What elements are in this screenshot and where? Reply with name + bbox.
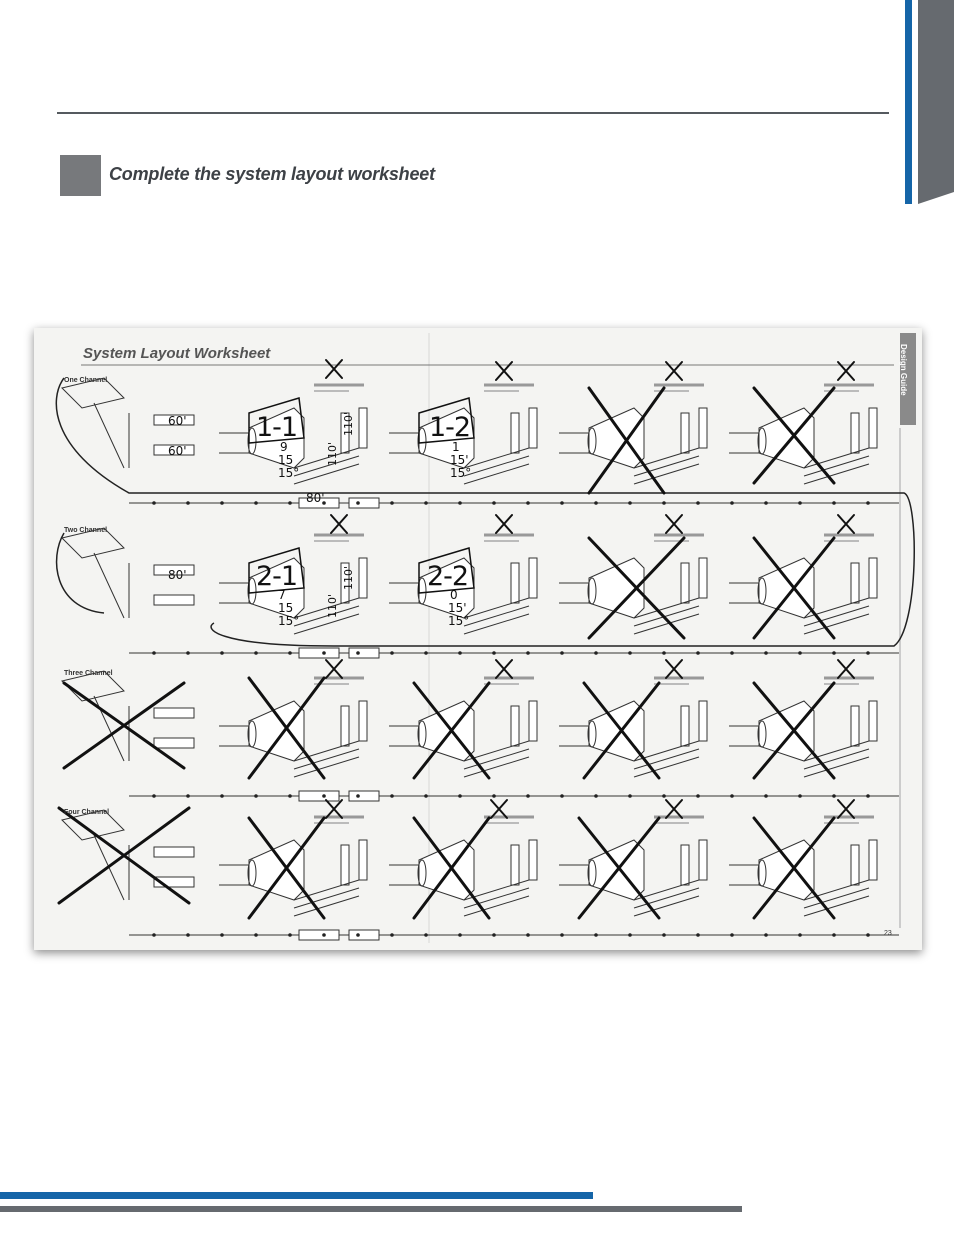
bus-node bbox=[560, 651, 564, 655]
side-accent-bar bbox=[905, 0, 912, 204]
handwritten-ps-length: 110' bbox=[342, 565, 355, 590]
handwritten-box-label: 1-2 bbox=[429, 412, 471, 443]
speaker-outline bbox=[589, 408, 644, 468]
worksheet-title: System Layout Worksheet bbox=[83, 345, 271, 362]
power-supply bbox=[511, 706, 519, 746]
bus-node bbox=[322, 651, 326, 655]
cable-box bbox=[154, 708, 194, 718]
footer-accent-bar bbox=[0, 1192, 593, 1199]
side-tab-notch bbox=[918, 192, 954, 204]
angle-line bbox=[804, 606, 869, 626]
bus-node bbox=[186, 794, 190, 798]
handwritten-value: 0 bbox=[450, 588, 458, 602]
bus-node bbox=[560, 933, 564, 937]
power-supply bbox=[529, 701, 537, 741]
bus-node bbox=[662, 501, 666, 505]
power-supply bbox=[511, 413, 519, 453]
channel-label: Four Channel bbox=[64, 809, 110, 816]
handwritten-value: 1 bbox=[452, 440, 460, 454]
bus-node bbox=[492, 933, 496, 937]
bus-node bbox=[390, 794, 394, 798]
handwritten-value: 15° bbox=[278, 614, 300, 628]
bus-node bbox=[628, 794, 632, 798]
handwritten-ps-length: 110' bbox=[326, 441, 339, 466]
bus-node bbox=[832, 501, 836, 505]
channel-label: Two Channel bbox=[64, 527, 108, 534]
speaker-outline bbox=[759, 701, 814, 761]
power-supply bbox=[869, 408, 877, 448]
bus-node bbox=[356, 933, 360, 937]
bus-node bbox=[220, 651, 224, 655]
bus-node bbox=[492, 501, 496, 505]
handwritten-ps-length: 110' bbox=[326, 593, 339, 618]
bus-node bbox=[866, 933, 870, 937]
bus-node bbox=[390, 933, 394, 937]
bus-node bbox=[322, 794, 326, 798]
cable-loop bbox=[57, 533, 104, 613]
angle-line bbox=[634, 614, 699, 634]
bus-node bbox=[424, 501, 428, 505]
bus-node bbox=[356, 794, 360, 798]
worksheet-photo bbox=[34, 328, 922, 950]
power-supply bbox=[699, 558, 707, 598]
bus-node bbox=[152, 933, 156, 937]
bus-node bbox=[220, 794, 224, 798]
bus-node bbox=[798, 794, 802, 798]
bus-node bbox=[798, 501, 802, 505]
power-supply bbox=[341, 845, 349, 885]
bus-node bbox=[288, 651, 292, 655]
power-supply bbox=[869, 701, 877, 741]
bus-node bbox=[424, 651, 428, 655]
angle-line bbox=[804, 614, 869, 634]
angle-line bbox=[464, 464, 529, 484]
bus-node bbox=[866, 651, 870, 655]
handwritten-value: 15° bbox=[278, 466, 300, 480]
speaker-outline bbox=[589, 701, 644, 761]
power-supply bbox=[359, 701, 367, 741]
speaker-outline bbox=[759, 408, 814, 468]
bus-node bbox=[288, 933, 292, 937]
power-supply bbox=[529, 558, 537, 598]
power-supply bbox=[851, 845, 859, 885]
bus-node bbox=[594, 651, 598, 655]
bus-node bbox=[458, 651, 462, 655]
bus-node bbox=[594, 794, 598, 798]
bus-node bbox=[356, 501, 360, 505]
handwritten-value: 15 bbox=[278, 453, 294, 467]
bus-node bbox=[730, 651, 734, 655]
bus-node bbox=[288, 794, 292, 798]
speaker-outline bbox=[759, 558, 814, 618]
bus-node bbox=[594, 933, 598, 937]
step-marker bbox=[60, 155, 101, 196]
power-supply bbox=[681, 563, 689, 603]
speaker-outline bbox=[419, 701, 474, 761]
bus-node bbox=[220, 933, 224, 937]
bus-node bbox=[322, 933, 326, 937]
bus-node bbox=[254, 933, 258, 937]
power-supply bbox=[869, 840, 877, 880]
power-supply bbox=[681, 413, 689, 453]
bus-node bbox=[696, 651, 700, 655]
bus-node bbox=[730, 933, 734, 937]
bus-node bbox=[492, 794, 496, 798]
handwritten-cable-length: 80' bbox=[306, 491, 325, 505]
bus-node bbox=[764, 933, 768, 937]
power-supply bbox=[851, 413, 859, 453]
cable-box bbox=[349, 791, 379, 801]
power-supply bbox=[341, 706, 349, 746]
cable-box bbox=[154, 595, 194, 605]
handwritten-value: 15° bbox=[448, 614, 470, 628]
handwritten-value: 15' bbox=[448, 601, 467, 615]
bus-node bbox=[390, 501, 394, 505]
handwritten-value: 15° bbox=[450, 466, 472, 480]
bus-node bbox=[764, 501, 768, 505]
bus-node bbox=[458, 501, 462, 505]
worksheet-tab-label: Design Guide bbox=[899, 344, 908, 396]
bus-node bbox=[560, 794, 564, 798]
cable-box bbox=[349, 930, 379, 940]
bus-node bbox=[390, 651, 394, 655]
power-supply bbox=[851, 563, 859, 603]
channel-wire bbox=[94, 553, 124, 618]
power-supply bbox=[359, 408, 367, 448]
bus-node bbox=[662, 933, 666, 937]
cable-box bbox=[349, 648, 379, 658]
power-supply bbox=[681, 706, 689, 746]
handwritten-box-label: 1-1 bbox=[256, 412, 298, 443]
bus-node bbox=[730, 501, 734, 505]
angle-line bbox=[634, 606, 699, 626]
handwritten-value: 9 bbox=[280, 440, 288, 454]
power-supply bbox=[699, 408, 707, 448]
angle-line bbox=[804, 896, 869, 916]
power-supply bbox=[851, 706, 859, 746]
bus-node bbox=[764, 794, 768, 798]
bus-node bbox=[288, 501, 292, 505]
bus-node bbox=[186, 933, 190, 937]
bus-node bbox=[696, 501, 700, 505]
speaker-outline bbox=[249, 701, 304, 761]
power-supply bbox=[699, 840, 707, 880]
bus-node bbox=[254, 501, 258, 505]
angle-line bbox=[464, 614, 529, 634]
bus-node bbox=[696, 933, 700, 937]
handwritten-ps-length: 110' bbox=[342, 411, 355, 436]
bus-node bbox=[526, 651, 530, 655]
bus-node bbox=[492, 651, 496, 655]
power-supply bbox=[869, 558, 877, 598]
bus-node bbox=[356, 651, 360, 655]
speaker-outline bbox=[249, 840, 304, 900]
angle-line bbox=[294, 896, 359, 916]
cable-box bbox=[154, 847, 194, 857]
angle-line bbox=[294, 757, 359, 777]
handwritten-value: 7 bbox=[278, 588, 286, 602]
cable-box bbox=[154, 738, 194, 748]
handwritten-cable-length: 80' bbox=[168, 568, 187, 582]
angle-line bbox=[804, 464, 869, 484]
angle-line bbox=[464, 606, 529, 626]
cable-box bbox=[349, 498, 379, 508]
handwritten-box-label: 2-1 bbox=[256, 561, 298, 592]
channel-wire bbox=[94, 403, 124, 468]
worksheet-page-number: 23 bbox=[884, 930, 892, 937]
power-supply bbox=[359, 840, 367, 880]
bus-node bbox=[628, 933, 632, 937]
bus-node bbox=[628, 501, 632, 505]
bus-node bbox=[152, 651, 156, 655]
power-supply bbox=[529, 408, 537, 448]
bus-node bbox=[628, 651, 632, 655]
handwritten-value: 15 bbox=[278, 601, 294, 615]
bus-node bbox=[186, 651, 190, 655]
bus-node bbox=[152, 501, 156, 505]
bus-node bbox=[662, 794, 666, 798]
side-tab bbox=[918, 0, 954, 204]
bus-node bbox=[424, 794, 428, 798]
bus-node bbox=[798, 933, 802, 937]
angle-line bbox=[464, 456, 529, 476]
bus-node bbox=[696, 794, 700, 798]
angle-line bbox=[804, 757, 869, 777]
bus-node bbox=[458, 933, 462, 937]
handwritten-box-label: 2-2 bbox=[427, 561, 469, 592]
bus-node bbox=[866, 501, 870, 505]
bus-node bbox=[424, 933, 428, 937]
handwritten-cable-length: 60' bbox=[168, 414, 187, 428]
cable-box bbox=[299, 930, 339, 940]
cable-box bbox=[299, 648, 339, 658]
cable-box bbox=[299, 791, 339, 801]
power-supply bbox=[511, 845, 519, 885]
bus-node bbox=[832, 651, 836, 655]
bus-node bbox=[730, 794, 734, 798]
bus-node bbox=[526, 501, 530, 505]
bus-node bbox=[254, 651, 258, 655]
power-supply bbox=[681, 845, 689, 885]
bus-node bbox=[186, 501, 190, 505]
bus-node bbox=[152, 794, 156, 798]
angle-line bbox=[294, 464, 359, 484]
handwritten-value: 15' bbox=[450, 453, 469, 467]
power-supply bbox=[359, 558, 367, 598]
bus-node bbox=[764, 651, 768, 655]
bus-node bbox=[526, 933, 530, 937]
bus-node bbox=[458, 794, 462, 798]
bus-node bbox=[526, 794, 530, 798]
bus-node bbox=[832, 933, 836, 937]
step-title: Complete the system layout worksheet bbox=[109, 164, 435, 184]
bus-node bbox=[560, 501, 564, 505]
bus-node bbox=[866, 794, 870, 798]
power-supply bbox=[511, 563, 519, 603]
bus-node bbox=[254, 794, 258, 798]
power-supply bbox=[529, 840, 537, 880]
footer-rule bbox=[0, 1206, 742, 1212]
header-rule bbox=[57, 112, 889, 114]
bus-node bbox=[220, 501, 224, 505]
speaker-outline bbox=[759, 840, 814, 900]
bus-node bbox=[798, 651, 802, 655]
bus-node bbox=[832, 794, 836, 798]
bus-node bbox=[662, 651, 666, 655]
channel-label: Three Channel bbox=[64, 670, 113, 677]
power-supply bbox=[699, 701, 707, 741]
bus-node bbox=[594, 501, 598, 505]
handwritten-cable-length: 60' bbox=[168, 444, 187, 458]
channel-label: One Channel bbox=[64, 377, 108, 384]
